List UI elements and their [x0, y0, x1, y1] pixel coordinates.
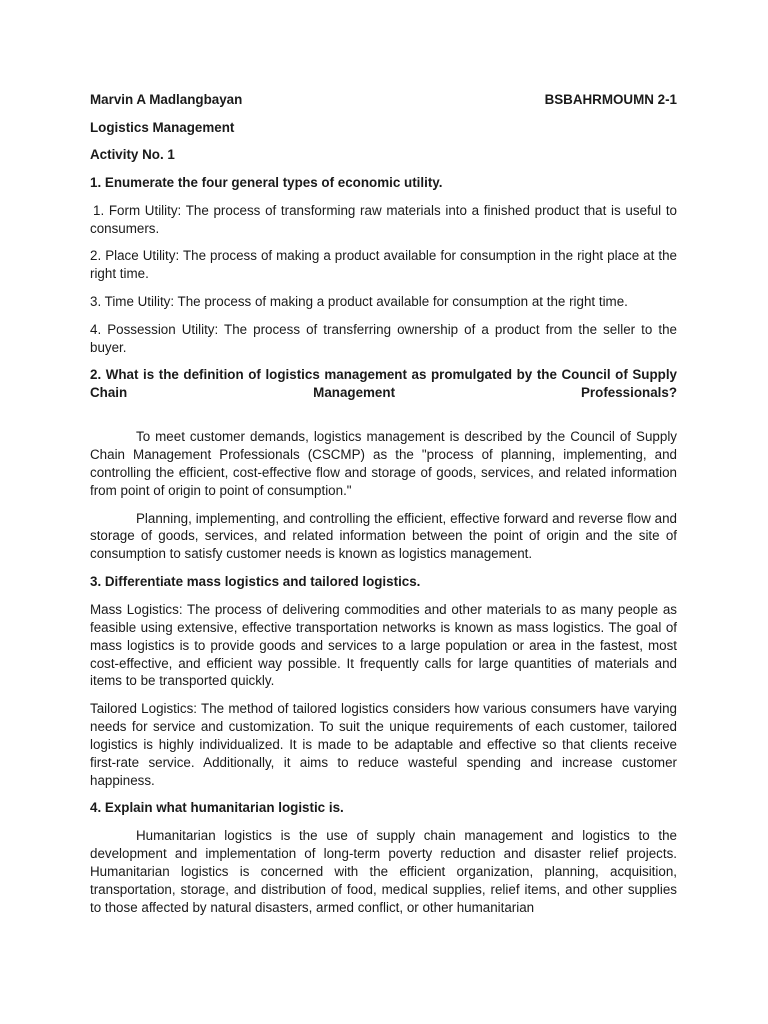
answer-2-paragraph-2: Planning, implementing, and controlling the efficient, effective forward and reverse flow and storage of goods, services, and related information between the point of origin and the site of consumption to satisfy customer needs is known as logistics management.	[90, 510, 677, 562]
question-1: 1. Enumerate the four general types of economic utility.	[90, 175, 443, 191]
question-2: 2. What is the definition of logistics management as promulgated by the Council of Supply Chain Management Professionals?	[90, 367, 677, 401]
question-4: 4. Explain what humanitarian logistic is.	[90, 800, 344, 816]
subject-title: Logistics Management	[90, 119, 235, 135]
answer-3-mass-logistics: Mass Logistics: The process of delivering commodities and other materials to as many people as feasible using extensive, effective transportation networks is known as mass logistics. The goal of mass logistics is to provide goods and services to a large population or area in the fastest, most cost-effective, and efficient way possible. It frequently calls for large quantities of materials and items to be transported quickly.	[90, 601, 677, 689]
question-3: 3. Differentiate mass logistics and tailored logistics.	[90, 574, 421, 590]
document-header	[90, 91, 677, 109]
answer-1-form-utility: 1. Form Utility: The process of transforming raw materials into a finished product that is useful to consumers.	[90, 202, 677, 236]
activity-title: Activity No. 1	[90, 147, 175, 163]
answer-1-time-utility: 3. Time Utility: The process of making a product available for consumption at the right time.	[90, 294, 628, 310]
student-name: Marvin A Madlangbayan	[90, 92, 243, 107]
section-code: BSBAHRMOUMN 2-1	[544, 92, 677, 107]
answer-2-paragraph-1: To meet customer demands, logistics management is described by the Council of Supply Chain Management Professionals (CSCMP) as the "process of planning, implementing, and controlling the efficient, cost-effective flow and storage of goods, services, and related information from point of origin to point of consumption."	[90, 429, 677, 498]
answer-4-paragraph-1: Humanitarian logistics is the use of supply chain management and logistics to the development and implementation of long-term poverty reduction and disaster relief projects. Humanitarian logistics is concerned with the efficient organization, planning, acquisition, transportation, storage, and distribution of food, medical supplies, relief items, and other supplies to those affected by natural disasters, armed conflict, or other humanitarian	[90, 828, 677, 915]
answer-1-possession-utility: 4. Possession Utility: The process of transferring ownership of a product from the seller to the buyer.	[90, 321, 677, 355]
document-page	[90, 91, 677, 926]
answer-3-tailored-logistics: Tailored Logistics: The method of tailored logistics considers how various consumers have varying needs for service and customization. To suit the unique requirements of each customer, tailored logistics is highly individualized. It is made to be adaptable and effective so that clients receive first-rate service. Additionally, it aims to reduce wasteful spending and increase customer happiness.	[90, 701, 677, 788]
answer-1-place-utility: 2. Place Utility: The process of making a product available for consumption in the right place at the right time.	[90, 248, 677, 282]
